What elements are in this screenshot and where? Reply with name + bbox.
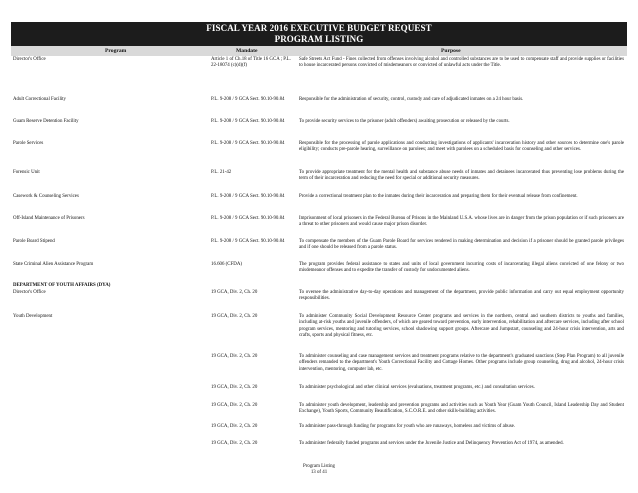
purpose-cell: Imprisonment of local prisoners in the Federal Bureau of Prisons in the Mainland U.S.A. whose lives are in danger from the prison population or if such prisoners are a threat to other prisoners and would cause major prison disorder. bbox=[299, 216, 624, 228]
document-subtitle: PROGRAM LISTING bbox=[274, 33, 364, 44]
purpose-cell: To administer Community Social Development Resource Center programs and services in the northern, central and southern districts to youths and families, including at-risk youths and juvenile offenders, of which are geared toward prevention, early intervention, rehabilitation and aftercare services, including after school program services, mentoring and tutoring services, school shadowing support groups. Aftercare and Jumpstart, counseling and 24-hour crisis intervention, arts and crafts, sports and physical fitness, etc. bbox=[299, 314, 624, 339]
mandate-cell: Article 1 of Ch.18 of Title 16 GCA ; P.L. 22-18074 (c)(d)(f) bbox=[211, 57, 291, 69]
purpose-cell: Safe Streets Act Fund - Fines collected from offenses involving alcohol and controlled substances are to be used to compensate staff and provide supplies or facilities to house incarcerated persons convicted of misdemeanors or convicted of unlawful acts under the Title. bbox=[299, 57, 624, 69]
program-cell: Forensic Unit bbox=[13, 170, 40, 175]
table-header bbox=[11, 46, 627, 56]
purpose-cell: The program provides federal assistance to states and units of local government incurring costs of incarcerating illegal aliens convicted of one felony or two misdemeanor offenses and to expedite the transfer of custody for undocumented aliens. bbox=[299, 262, 624, 274]
purpose-cell: To provide security services to the prisoner (adult offenders) awaiting prosecution or released by the courts. bbox=[299, 119, 510, 124]
program-cell: Director's Office bbox=[13, 57, 46, 62]
title-banner bbox=[11, 22, 627, 46]
program-cell: State Criminal Alien Assistance Program bbox=[13, 262, 94, 267]
purpose-cell: To provide appropriate treatment for the mental health and substance abuse needs of inmates and detainees incarcerated thus preventing lose problems during the term of their incarceration and reducing the need for special or additional security measures. bbox=[299, 170, 624, 182]
program-cell: Parole Services bbox=[13, 141, 44, 146]
purpose-cell: To administer counseling and case management services and treatment programs relative to the department's graduated sanctions (Step Plan Program) to all juvenile offenders remanded to the department's Youth Correctional Facility and Cottage Homes. Other programs include group counseling, drug and alcohol, 24-hour crisis intervention, mentoring, computer lab, etc. bbox=[299, 354, 624, 372]
program-cell: Off-Island Maintenance of Prisoners bbox=[13, 216, 85, 221]
page-number: 13 of 41 bbox=[310, 470, 328, 475]
purpose-cell: Responsible for the administration of security, control, custody and care of adjudicated inmates on a 24 hour basis. bbox=[299, 97, 524, 102]
purpose-cell: To compensate the members of the Guam Parole Board for services rendered in making determination and decision if a prisoner should be granted parole privileges and if one should be released from a parole status. bbox=[299, 239, 624, 251]
purpose-cell: To administer pass-through funding for programs for youth who are runaways, homeless and victims of abuse. bbox=[299, 424, 516, 429]
program-cell: Guam Reserve Detention Facility bbox=[13, 119, 79, 124]
mandate-cell: 16.606 (CFDA) bbox=[211, 262, 242, 267]
column-header-program: Program bbox=[105, 47, 127, 54]
mandate-cell: P.L. 21-42 bbox=[211, 170, 232, 175]
mandate-cell: 19 GCA, Div. 2, Ch. 20 bbox=[211, 354, 258, 359]
purpose-cell: Provide a correctional treatment plan to the inmates during their incarceration and preparing them for their eventual release from confinement. bbox=[299, 194, 578, 199]
document-title: FISCAL YEAR 2016 EXECUTIVE BUDGET REQUEST bbox=[206, 23, 432, 33]
program-cell: Casework & Counseling Services bbox=[13, 194, 79, 199]
program-cell: Youth Development bbox=[13, 314, 53, 319]
purpose-cell: To administer youth development, leadership and prevention programs and activities such as Youth Year (Guam Youth Council, Island Leadership Day and Student Exchange), Youth Sports, Community Beautification, S.C.O.R.E. and other skills-building activities. bbox=[299, 403, 624, 415]
mandate-cell: 19 GCA, Div. 2, Ch. 20 bbox=[211, 314, 258, 319]
page-footer bbox=[0, 464, 638, 476]
mandate-cell: 19 GCA, Div. 2, Ch. 20 bbox=[211, 403, 258, 408]
column-header-mandate: Mandate bbox=[236, 47, 258, 54]
mandate-cell: 19 GCA, Div. 2, Ch. 20 bbox=[211, 424, 258, 429]
mandate-cell: 19 GCA, Div. 2, Ch. 20 bbox=[211, 441, 258, 446]
purpose-cell: To administer psychological and other clinical services (evaluations, treatment programs, etc.) and consultation services. bbox=[299, 385, 535, 390]
section-heading: DEPARTMENT OF YOUTH AFFAIRS (DYA) bbox=[13, 283, 111, 288]
mandate-cell: 19 GCA, Div. 2, Ch. 20 bbox=[211, 290, 258, 295]
footer-label: Program Listing bbox=[303, 464, 335, 469]
program-cell: Director's Office bbox=[13, 290, 46, 295]
mandate-cell: P.L. 9-208 / 9 GCA Sect. 90.10-90.84 bbox=[211, 119, 285, 124]
mandate-cell: P.L. 9-208 / 9 GCA Sect. 90.10-90.84 bbox=[211, 194, 285, 199]
mandate-cell: P.L. 9-208 / 9 GCA Sect. 90.10-90.84 bbox=[211, 141, 285, 146]
program-cell: Parole Board Stipend bbox=[13, 239, 55, 244]
purpose-cell: To oversee the administrative day-to-day operations and management of the department, provide public information and carry out equal employment opportunity responsibilities. bbox=[299, 290, 624, 302]
program-cell: Adult Correctional Facility bbox=[13, 97, 66, 102]
purpose-cell: To administer federally funded programs and services under the Juvenile Justice and Delinquency Prevention Act of 1974, as amended. bbox=[299, 441, 564, 446]
column-header-purpose: Purpose bbox=[441, 47, 461, 54]
purpose-cell: Responsible for the processing of parole applications and conducting investigations of applicants' incarceration history and other sources to determine one's parole eligibility; conducts pre-parole hearing, surveillance on parolees; and meet with parolees on a scheduled basis for counseling and other services. bbox=[299, 141, 624, 153]
mandate-cell: P.L. 9-208 / 9 GCA Sect. 90.10-90.84 bbox=[211, 216, 285, 221]
mandate-cell: P.L. 9-208 / 9 GCA Sect. 90.10-90.84 bbox=[211, 97, 285, 102]
mandate-cell: 19 GCA, Div. 2, Ch. 20 bbox=[211, 385, 258, 390]
mandate-cell: P.L. 9-208 / 9 GCA Sect. 90.10-90.84 bbox=[211, 239, 285, 244]
